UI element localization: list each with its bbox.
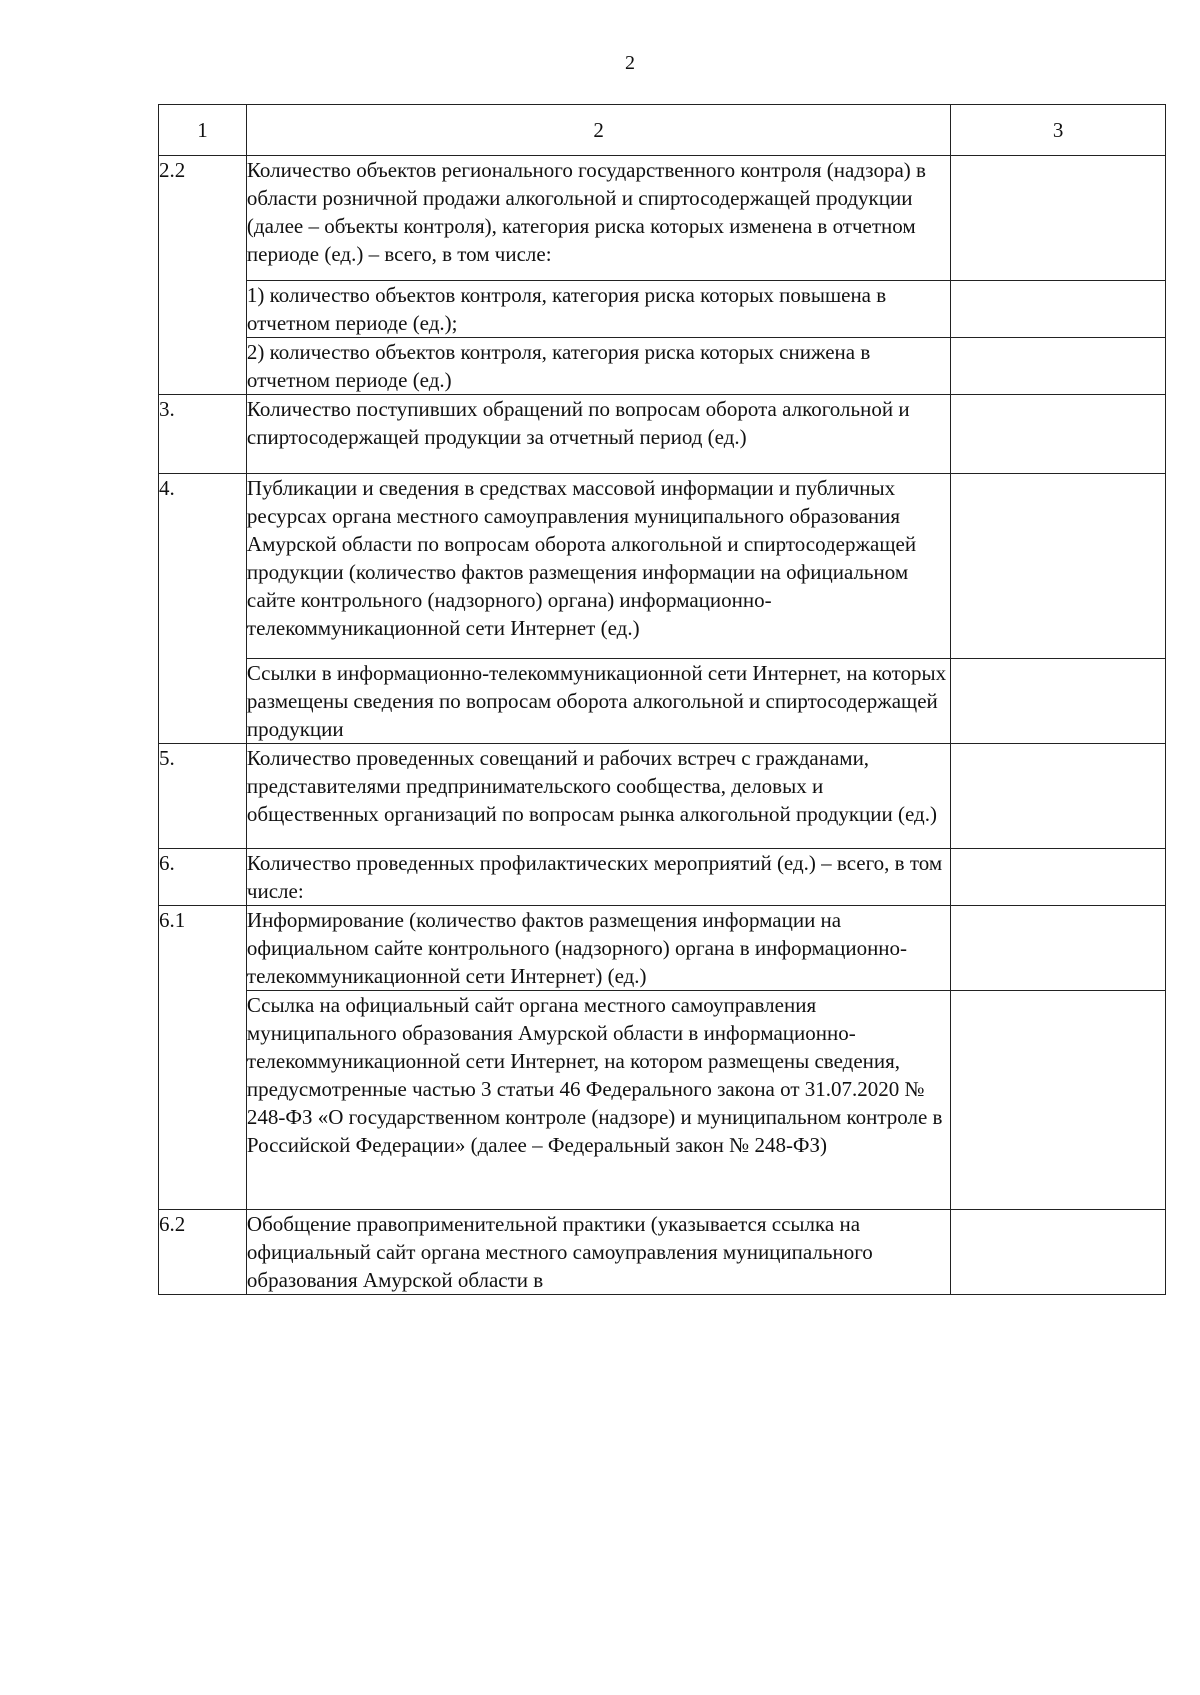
table-row [159,474,1166,659]
row-number: 5. [159,744,247,849]
row-value-cell [951,849,1166,906]
row-value-cell [951,281,1166,338]
header-col-3: 3 [951,105,1166,156]
table-row [159,991,1166,1210]
header-col-1: 1 [159,105,247,156]
row-text: Публикации и сведения в средствах массовой информации и публичных ресурсах органа местного самоуправления муниципального образования Амурской области по вопросам оборота алкогольной и спиртосодержащей продукции (количество фактов размещения информации на официальном сайте контрольного (надзорного) органа) информационно-телекоммуникационной сети Интернет (ед.) [246,474,950,659]
report-table [158,104,1166,1295]
row-value-cell [951,474,1166,659]
row-number: 2.2 [159,156,247,395]
row-number: 3. [159,395,247,474]
row-number: 6. [159,849,247,906]
row-text: 1) количество объектов контроля, категория риска которых повышена в отчетном периоде (ед.); [246,281,950,338]
row-number: 6.2 [159,1210,247,1295]
row-text: Обобщение правоприменительной практики (указывается ссылка на официальный сайт органа местного самоуправления муниципального образования Амурской области в [246,1210,950,1295]
row-number: 4. [159,474,247,744]
table-row [159,744,1166,849]
row-text: Ссылка на официальный сайт органа местного самоуправления муниципального образования Амурской области в информационно-телекоммуникационной сети Интернет, на котором размещены сведения, предусмотренные частью 3 статьи 46 Федерального закона от 31.07.2020 № 248-ФЗ «О государственном контроле (надзоре) и муниципальном контроле в Российской Федерации» (далее – Федеральный закон № 248-ФЗ) [246,991,950,1210]
row-text: Количество объектов регионального государственного контроля (надзора) в области розничной продажи алкогольной и спиртосодержащей продукции (далее – объекты контроля), категория риска которых изменена в отчетном периоде (ед.) – всего, в том числе: [246,156,950,281]
table-row [159,659,1166,744]
table-row [159,338,1166,395]
row-text: Информирование (количество фактов размещения информации на официальном сайте контрольного (надзорного) органа в информационно-телекоммуникационной сети Интернет) (ед.) [246,906,950,991]
row-text: 2) количество объектов контроля, категория риска которых снижена в отчетном периоде (ед.) [246,338,950,395]
row-value-cell [951,395,1166,474]
row-text: Количество проведенных совещаний и рабочих встреч с гражданами, представителями предпринимательского сообщества, деловых и общественных организаций по вопросам рынка алкогольной продукции (ед.) [246,744,950,849]
table-row [159,1210,1166,1295]
row-text: Ссылки в информационно-телекоммуникационной сети Интернет, на которых размещены сведения по вопросам оборота алкогольной и спиртосодержащей продукции [246,659,950,744]
row-value-cell [951,338,1166,395]
table-row [159,156,1166,281]
table-row [159,906,1166,991]
table-row [159,395,1166,474]
page-number: 2 [625,52,635,74]
row-text: Количество проведенных профилактических мероприятий (ед.) – всего, в том числе: [246,849,950,906]
row-value-cell [951,1210,1166,1295]
table-row [159,849,1166,906]
row-value-cell [951,659,1166,744]
row-number: 6.1 [159,906,247,1210]
row-value-cell [951,156,1166,281]
row-value-cell [951,991,1166,1210]
table-header-row [159,105,1166,156]
table-row [159,281,1166,338]
row-value-cell [951,744,1166,849]
row-text: Количество поступивших обращений по вопросам оборота алкогольной и спиртосодержащей продукции за отчетный период (ед.) [246,395,950,474]
header-col-2: 2 [246,105,950,156]
row-value-cell [951,906,1166,991]
